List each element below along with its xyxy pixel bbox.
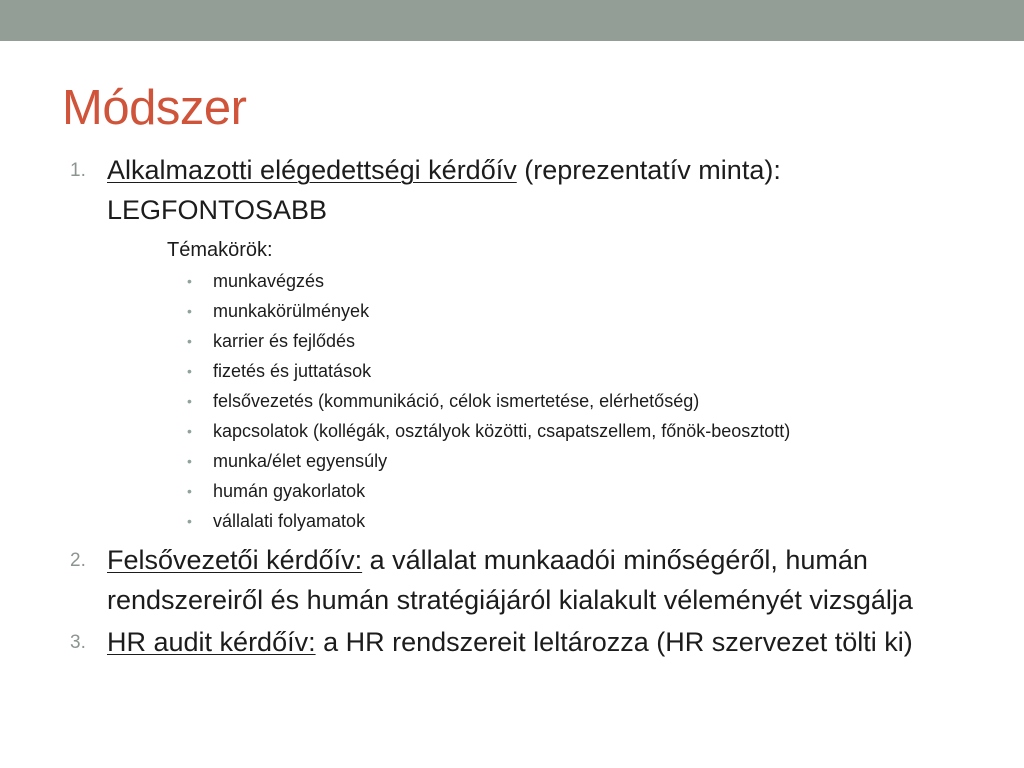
bullet-icon: • [187, 363, 192, 379]
bullet-text: vállalati folyamatok [213, 511, 366, 531]
list-item [60, 296, 980, 326]
topics-list [60, 266, 980, 536]
list-item [60, 476, 980, 506]
bullet-icon: • [187, 483, 192, 499]
bullet-icon: • [187, 303, 192, 319]
top-accent-bar [0, 0, 1024, 41]
list-item [60, 416, 980, 446]
bullet-text: humán gyakorlatok [213, 481, 366, 501]
bullet-text: kapcsolatok (kollégák, osztályok közötti, csapatszellem, főnök-beosztott) [213, 421, 791, 441]
hr-audit-survey-link[interactable]: HR audit kérdőív: [107, 627, 316, 657]
bullet-icon: • [187, 423, 192, 439]
bullet-text: munkavégzés [213, 271, 325, 291]
item-text: (reprezentatív minta): LEGFONTOSABB [107, 155, 781, 225]
list-item-3 [60, 622, 980, 662]
bullet-icon: • [187, 333, 192, 349]
list-item [60, 356, 980, 386]
list-item [60, 506, 980, 536]
topics-label: Témakörök: [167, 239, 273, 261]
item-text: a vállalat munkaadói minőségéről, humán rendszereiről és humán stratégiájáról kialakult véleményét vizsgálja [107, 545, 913, 615]
item-text: a HR rendszereit leltározza (HR szervezet tölti ki) [315, 627, 913, 657]
slide-title: Módszer [62, 81, 247, 135]
bullet-text: munkakörülmények [213, 301, 370, 321]
bullet-text: felsővezetés (kommunikáció, célok ismertetése, elérhetőség) [213, 391, 700, 411]
bullet-text: karrier és fejlődés [213, 331, 356, 351]
executive-survey-link[interactable]: Felsővezetői kérdőív: [107, 545, 363, 575]
list-item [60, 386, 980, 416]
bullet-icon: • [187, 513, 192, 529]
list-item [60, 326, 980, 356]
slide-body [60, 150, 980, 662]
bullet-icon: • [187, 393, 192, 409]
list-item-1 [60, 150, 980, 230]
bullet-icon: • [187, 453, 192, 469]
list-item [60, 446, 980, 476]
bullet-icon: • [187, 273, 192, 289]
list-item [60, 266, 980, 296]
bullet-text: fizetés és juttatások [213, 361, 372, 381]
item-number: 2. [70, 550, 86, 571]
list-item-2 [60, 540, 980, 620]
employee-survey-link[interactable]: Alkalmazotti elégedettségi kérdőív [107, 155, 517, 185]
bullet-text: munka/élet egyensúly [213, 451, 388, 471]
item-number: 1. [70, 160, 86, 181]
item-number: 3. [70, 632, 86, 653]
